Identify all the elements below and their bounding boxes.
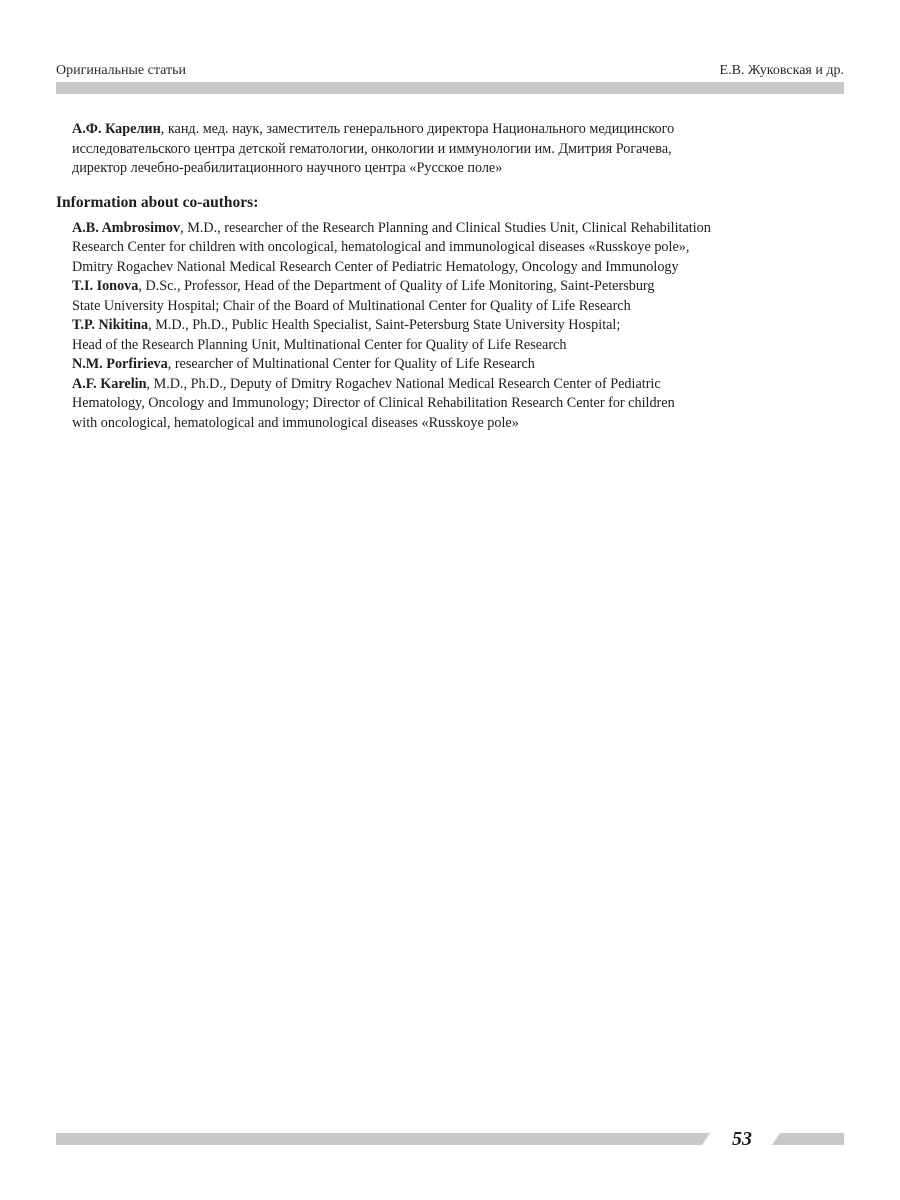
intro-author-line-2: исследовательского центра детской гематологии, онкологии и иммунологии им. Дмитрия Рогачева, bbox=[72, 140, 672, 157]
coauthor-name: N.M. Porfirieva bbox=[72, 356, 168, 372]
coauthor-text: , M.D., researcher of the Research Planning and Clinical Studies Unit, Clinical Rehabilitation bbox=[180, 219, 711, 236]
coauthor-line: Hematology, Oncology and Immunology; Director of Clinical Rehabilitation Research Center for children bbox=[72, 395, 675, 411]
coauthor-line bbox=[72, 219, 836, 239]
coauthor-line bbox=[72, 316, 836, 336]
intro-author-block bbox=[72, 120, 836, 179]
coauthor-text: , M.D., Ph.D., Deputy of Dmitry Rogachev National Medical Research Center of Pediatric bbox=[146, 375, 661, 392]
coauthor-line bbox=[72, 375, 836, 395]
coauthor-ambrosimov bbox=[72, 219, 836, 278]
coauthor-line bbox=[72, 355, 836, 375]
footer-bar-right bbox=[772, 1133, 844, 1145]
intro-author-line-1 bbox=[72, 120, 836, 140]
intro-author-text-1: , канд. мед. наук, заместитель генерального директора Национального медицинского bbox=[160, 121, 675, 137]
coauthor-name: T.I. Ionova bbox=[72, 278, 139, 294]
intro-author-line-3: директор лечебно-реабилитационного научного центра «Русское поле» bbox=[72, 160, 503, 176]
coauthor-name: A.B. Ambrosimov bbox=[72, 219, 181, 236]
coauthor-line: Dmitry Rogachev National Medical Research Center of Pediatric Hematology, Oncology and Immunology bbox=[72, 258, 679, 275]
footer-bar-left bbox=[56, 1133, 710, 1145]
coauthors-heading: Information about co-authors: bbox=[56, 193, 259, 211]
header-divider-bar bbox=[56, 82, 844, 94]
coauthor-line: State University Hospital; Chair of the Board of Multinational Center for Quality of Life Research bbox=[72, 297, 631, 314]
running-header bbox=[56, 62, 844, 80]
page-content bbox=[56, 120, 836, 433]
coauthor-text: , researcher of Multinational Center for Quality of Life Research bbox=[167, 356, 535, 372]
coauthor-nikitina bbox=[72, 316, 836, 355]
coauthor-text: , M.D., Ph.D., Public Health Specialist, Saint-Petersburg State University Hospital; bbox=[148, 317, 621, 333]
coauthor-line: with oncological, hematological and immunological diseases «Russkoye pole» bbox=[72, 414, 519, 431]
coauthor-line: Head of the Research Planning Unit, Multinational Center for Quality of Life Research bbox=[72, 336, 567, 353]
coauthor-name: T.P. Nikitina bbox=[72, 317, 149, 333]
coauthor-name: A.F. Karelin bbox=[72, 375, 147, 392]
intro-author-name: А.Ф. Карелин bbox=[72, 121, 161, 137]
page-number: 53 bbox=[732, 1128, 752, 1150]
coauthor-porfirieva bbox=[72, 355, 836, 375]
header-authors: Е.В. Жуковская и др. bbox=[719, 63, 844, 78]
coauthor-line: Research Center for children with oncological, hematological and immunological diseases «Russkoye pole», bbox=[72, 239, 690, 255]
coauthor-ionova bbox=[72, 277, 836, 316]
header-section-title: Оригинальные статьи bbox=[56, 63, 186, 78]
coauthor-karelin bbox=[72, 375, 836, 434]
coauthor-line bbox=[72, 277, 836, 297]
coauthor-text: , D.Sc., Professor, Head of the Department of Quality of Life Monitoring, Saint-Petersburg bbox=[138, 278, 655, 294]
